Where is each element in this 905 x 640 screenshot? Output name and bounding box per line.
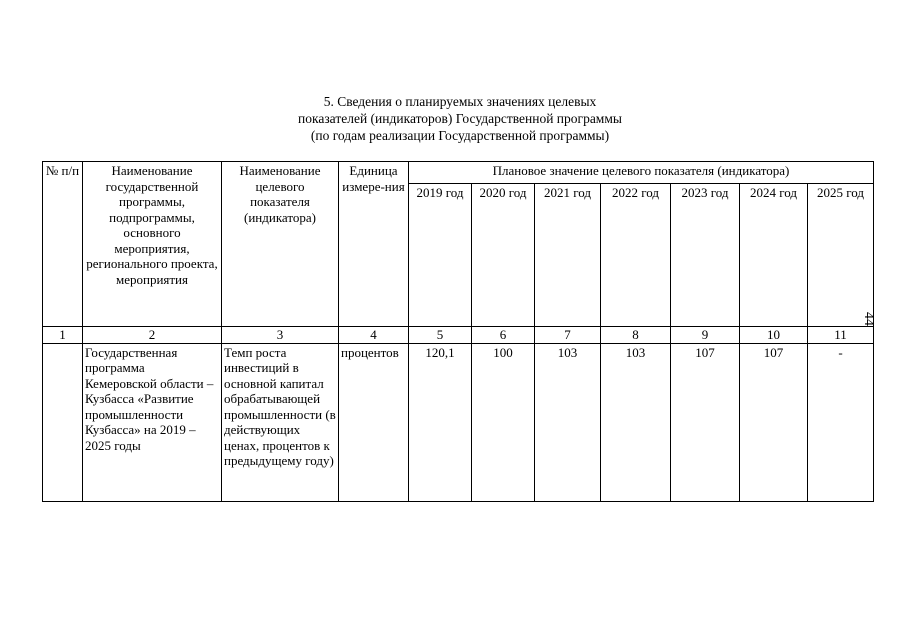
program-name-cell: Государственная программа Кемеровской области – Кузбасса «Развитие промышленности Кузбасса» на 2019 – 2025 годы	[83, 343, 222, 501]
header-year-2025: 2025 год	[808, 184, 874, 327]
header-year-2019: 2019 год	[409, 184, 472, 327]
column-number: 3	[222, 327, 339, 344]
page-number: 44	[861, 312, 876, 326]
value-2021-cell: 103	[535, 343, 601, 501]
column-number: 9	[671, 327, 740, 344]
column-number: 6	[472, 327, 535, 344]
column-number: 8	[601, 327, 671, 344]
header-year-2021: 2021 год	[535, 184, 601, 327]
value-2025-cell: -	[808, 343, 874, 501]
title-line-2: показателей (индикаторов) Государственной программы	[298, 111, 622, 126]
header-program-name: Наименование государственной программы, подпрограммы, основного мероприятия, регионального проекта, мероприятия	[83, 162, 222, 327]
column-number: 7	[535, 327, 601, 344]
value-2022-cell: 103	[601, 343, 671, 501]
title-line-3: (по годам реализации Государственной программы)	[310, 128, 610, 143]
column-number: 2	[83, 327, 222, 344]
value-2023-cell: 107	[671, 343, 740, 501]
column-number: 1	[43, 327, 83, 344]
column-number: 4	[339, 327, 409, 344]
header-indicator-name: Наименование целевого показателя (индикатора)	[222, 162, 339, 327]
header-unit: Единица измере-ния	[339, 162, 409, 327]
value-2020-cell: 100	[472, 343, 535, 501]
row-num-cell	[43, 343, 83, 501]
header-year-2022: 2022 год	[601, 184, 671, 327]
table-row	[43, 343, 874, 501]
title-line-1: 5. Сведения о планируемых значениях целевых	[323, 94, 597, 109]
value-2024-cell: 107	[740, 343, 808, 501]
column-number: 11	[808, 327, 874, 344]
column-number: 5	[409, 327, 472, 344]
header-num: № п/п	[43, 162, 83, 327]
section-title	[180, 93, 740, 144]
header-year-2024: 2024 год	[740, 184, 808, 327]
unit-cell: процентов	[339, 343, 409, 501]
indicator-name-cell: Темп роста инвестиций в основной капитал обрабатывающей промышленности (в действующих ценах, процентов к предыдущему году)	[222, 343, 339, 501]
indicators-table	[42, 161, 874, 502]
column-number: 10	[740, 327, 808, 344]
header-year-2023: 2023 год	[671, 184, 740, 327]
header-year-2020: 2020 год	[472, 184, 535, 327]
value-2019-cell: 120,1	[409, 343, 472, 501]
header-plan-values: Плановое значение целевого показателя (индикатора)	[409, 162, 874, 184]
